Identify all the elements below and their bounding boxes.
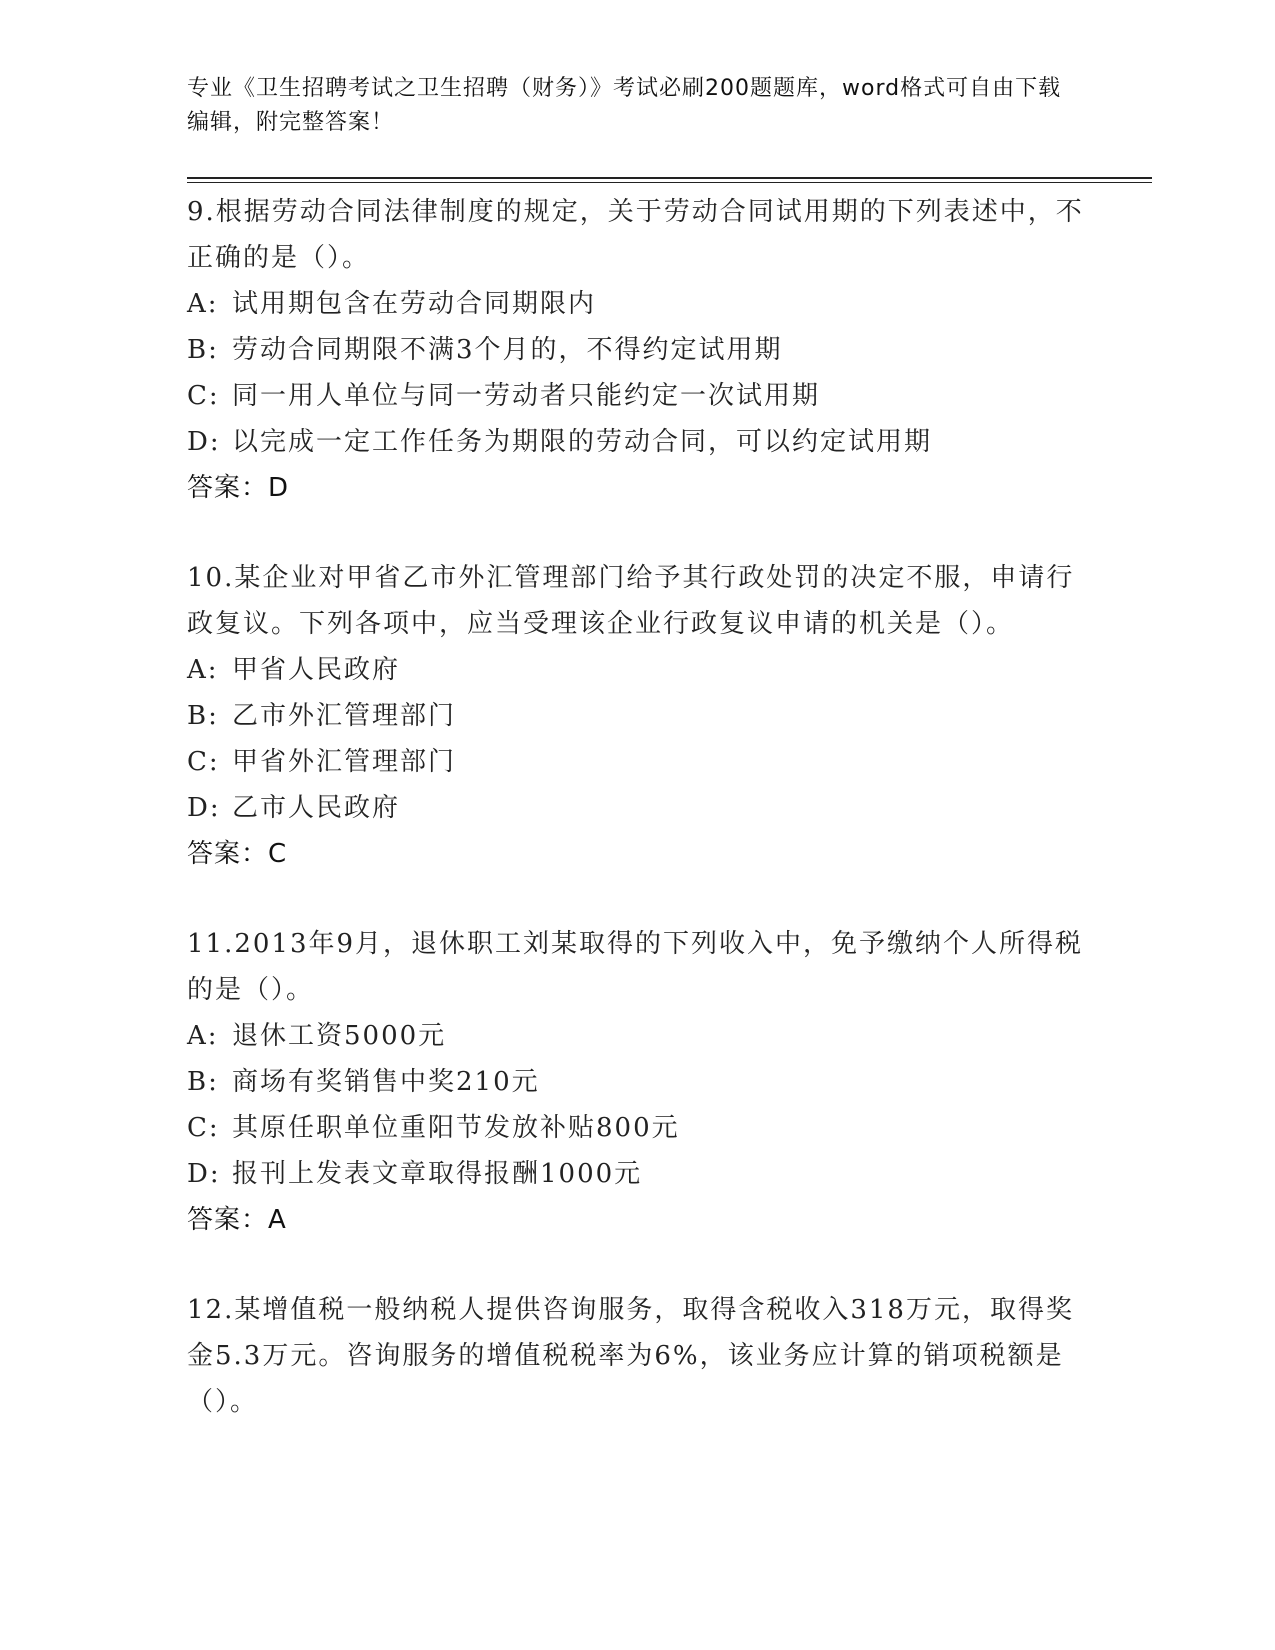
option-key: D: [187,427,221,457]
option-key: B: [187,701,219,731]
question-stem: 11.2013年9月，退休职工刘某取得的下列收入中，免予缴纳个人所得税的是（）。 [187,929,1084,1005]
option-key: D: [187,793,221,823]
option-b [187,327,1087,373]
question-11 [187,921,1087,1243]
option-text: 同一用人单位与同一劳动者只能约定一次试用期 [232,381,821,411]
option-text: 乙市外汇管理部门 [232,701,457,731]
question-10 [187,555,1087,877]
option-key: B: [187,335,219,365]
answer-line: 答案：A [187,1205,287,1235]
option-text: 报刊上发表文章取得报酬1000元 [232,1159,643,1189]
option-text: 试用期包含在劳动合同期限内 [232,289,597,319]
option-a [187,1013,1087,1059]
option-key: B: [187,1067,219,1097]
option-key: A: [187,1021,219,1051]
option-a [187,647,1087,693]
answer-line: 答案：C [187,839,288,869]
option-b [187,693,1087,739]
option-text: 商场有奖销售中奖210元 [232,1067,540,1097]
option-key: A: [187,289,219,319]
question-12 [187,1287,1087,1425]
option-key: A: [187,655,219,685]
option-text: 乙市人民政府 [232,793,401,823]
option-d [187,1151,1087,1197]
question-stem: 10.某企业对甲省乙市外汇管理部门给予其行政处罚的决定不服，申请行政复议。下列各项中，应当受理该企业行政复议申请的机关是（）。 [187,563,1075,639]
option-text: 劳动合同期限不满3个月的，不得约定试用期 [232,335,783,365]
option-text: 以完成一定工作任务为期限的劳动合同，可以约定试用期 [232,427,933,457]
option-key: C: [187,747,220,777]
question-list [187,189,1087,1469]
document-header: 专业《卫生招聘考试之卫生招聘（财务）》考试必刷200题题库，word格式可自由下载编辑，附完整答案！ [187,76,1062,135]
option-key: C: [187,381,220,411]
question-9 [187,189,1087,511]
option-text: 退休工资5000元 [232,1021,447,1051]
question-stem: 12.某增值税一般纳税人提供咨询服务，取得含税收入318万元，取得奖金5.3万元。咨询服务的增值税税率为6%，该业务应计算的销项税额是（）。 [187,1295,1074,1417]
header-rule-thin [187,182,1152,183]
header-rule-thick [187,177,1152,179]
option-text: 其原任职单位重阳节发放补贴800元 [232,1113,680,1143]
option-a [187,281,1087,327]
option-d [187,785,1087,831]
option-d [187,419,1087,465]
question-stem: 9.根据劳动合同法律制度的规定，关于劳动合同试用期的下列表述中，不正确的是（）。 [187,197,1084,273]
option-c [187,1105,1087,1151]
option-c [187,739,1087,785]
option-text: 甲省外汇管理部门 [232,747,457,777]
option-b [187,1059,1087,1105]
option-c [187,373,1087,419]
answer-line: 答案：D [187,473,290,503]
option-key: C: [187,1113,220,1143]
option-key: D: [187,1159,221,1189]
option-text: 甲省人民政府 [232,655,401,685]
